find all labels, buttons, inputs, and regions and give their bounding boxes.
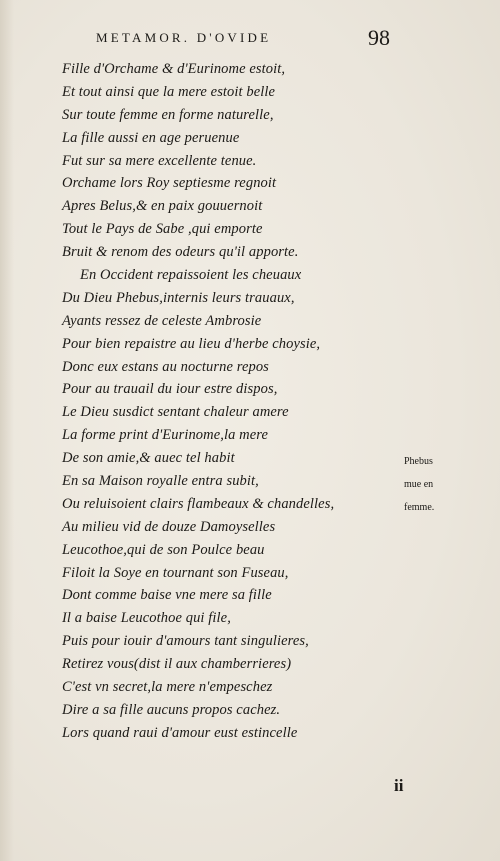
verse-line: Orchame lors Roy septiesme regnoit xyxy=(62,175,277,192)
verse-line: Retirez vous(dist il aux chamberrieres) xyxy=(62,656,292,673)
page-header xyxy=(90,27,390,51)
verse-line: Le Dieu susdict sentant chaleur amere xyxy=(62,404,289,421)
verse-line: Filoit la Soye en tournant son Fuseau, xyxy=(62,564,289,581)
verse-line: Lors quand raui d'amour eust estincelle xyxy=(62,724,298,741)
page-number: 98 xyxy=(368,25,390,50)
verse-line: La fille aussi en age peruenue xyxy=(62,129,240,146)
signature-mark: ii xyxy=(394,776,404,795)
verse-line: Dire a sa fille aucuns propos cachez. xyxy=(62,701,281,718)
page-gutter-shadow xyxy=(0,0,14,861)
verse-line: Dont comme baise vne mere sa fille xyxy=(62,587,272,604)
verse-line: Pour bien repaistre au lieu d'herbe choysie, xyxy=(62,335,321,352)
verse-line: Donc eux estans au nocturne repos xyxy=(62,358,269,375)
verse-line: Ou reluisoient clairs flambeaux & chandelles, xyxy=(62,495,335,512)
verse-line: Puis pour iouir d'amours tant singulieres, xyxy=(62,633,309,650)
verse-line: Pour au trauail du iour estre dispos, xyxy=(62,381,278,398)
running-title: METAMOR. D'OVIDE xyxy=(96,30,272,45)
verse-line: Tout le Pays de Sabe ,qui emporte xyxy=(62,221,263,238)
verse-line: Et tout ainsi que la mere estoit belle xyxy=(62,83,276,100)
marginal-gloss-line: femme. xyxy=(404,502,435,513)
verse-block xyxy=(62,58,407,745)
verse-line: Fille d'Orchame & d'Eurinome estoit, xyxy=(62,61,286,77)
marginal-gloss-line: Phebus xyxy=(404,456,433,467)
verse-line: Leucothoe,qui de son Poulce beau xyxy=(62,541,265,558)
verse-line: En Occident repaissoient les cheuaux xyxy=(80,267,302,284)
verse-line: Sur toute femme en forme naturelle, xyxy=(62,106,274,123)
verse-line: Apres Belus,& en paix gouuernoit xyxy=(62,198,263,215)
verse-line: Ayants ressez de celeste Ambrosie xyxy=(62,312,262,329)
verse-line: La forme print d'Eurinome,la mere xyxy=(62,427,269,444)
verse-line: Du Dieu Phebus,internis leurs trauaux, xyxy=(62,289,295,306)
verse-line: De son amie,& auec tel habit xyxy=(62,450,235,467)
verse-line: En sa Maison royalle entra subit, xyxy=(62,473,259,490)
verse-line: Bruit & renom des odeurs qu'il apporte. xyxy=(62,244,299,261)
verse-line: Fut sur sa mere excellente tenue. xyxy=(62,152,257,169)
verse-line: Il a baise Leucothoe qui file, xyxy=(62,610,231,627)
marginal-gloss-line: mue en xyxy=(404,479,434,490)
marginal-gloss xyxy=(404,450,474,519)
verse-line: C'est vn secret,la mere n'empeschez xyxy=(62,679,273,696)
verse-line: Au milieu vid de douze Damoyselles xyxy=(62,518,276,535)
